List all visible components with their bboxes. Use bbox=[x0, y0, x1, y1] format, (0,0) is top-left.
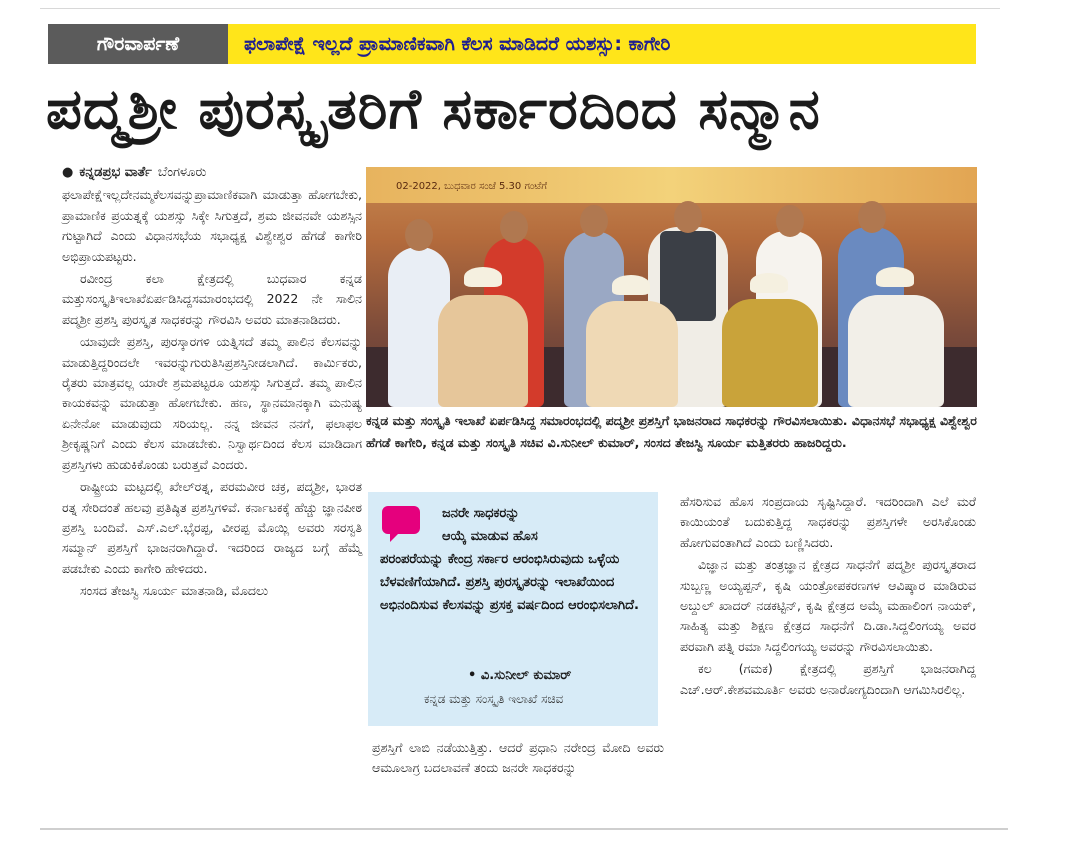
photo-caption: ಕನ್ನಡ ಮತ್ತು ಸಂಸ್ಕೃತಿ ಇಲಾಖೆ ಏರ್ಪಡಿಸಿದ್ದ ಸಮಾರಂಭದಲ್ಲಿ ಪದ್ಮಶ್ರೀ ಪ್ರಶಸ್ತಿಗೆ ಭಾಜನರಾದ ಸಾಧಕರನ್ನು ಗೌರವಿಸಲಾಯಿತು. ವಿಧಾನಸಭೆ ಸಭಾಧ್ಯಕ್ಷ ವಿಶ್ವೇಶ್ವರ ಹೆಗಡೆ ಕಾಗೇರಿ, ಕನ್ನಡ ಮತ್ತು ಸಂಸ್ಕೃತಿ ಸಚಿವ ವಿ.ಸುನೀಲ್ ಕುಮಾರ್, ಸಂಸದ ತೇಜಸ್ವಿ ಸೂರ್ಯ ಮತ್ತಿತರರು ಹಾಜರಿದ್ದರು. bbox=[366, 413, 977, 450]
section-kicker: ಗೌರವಾರ್ಪಣೆ bbox=[48, 24, 228, 64]
vest bbox=[660, 231, 716, 321]
paragraph: ಹೆಸರಿಸುವ ಹೊಸ ಸಂಪ್ರದಾಯ ಸೃಷ್ಟಿಸಿದ್ದಾರೆ. ಇದರಿಂದಾಗಿ ಎಲೆ ಮರೆ ಕಾಯಿಯಂತೆ ಬದುಕುತ್ತಿದ್ದ ಸಾಧಕರನ್ನು ಪ್ರಶಸ್ತಿಗಳೇ ಅರಸಿಕೊಂಡು ಹೋಗುವಂತಾಗಿದೆ ಎಂದು ಬಣ್ಣಿಸಿದರು. bbox=[680, 494, 976, 550]
quote-line: ಜನರೇ ಸಾಧಕರನ್ನು bbox=[442, 506, 520, 521]
article-column-right bbox=[680, 492, 976, 702]
paragraph: ವಿಜ್ಞಾನ ಮತ್ತು ತಂತ್ರಜ್ಞಾನ ಕ್ಷೇತ್ರದ ಸಾಧನೆಗೆ ಪದ್ಮಶ್ರೀ ಪುರಸ್ಕೃತರಾದ ಸುಬ್ಬಣ್ಣ ಅಯ್ಯಪ್ಪನ್, ಕೃಷಿ ಯಂತ್ರೋಪಕರಣಗಳ ಆವಿಷ್ಕಾರ ಮಾಡಿರುವ ಅಬ್ದುಲ್ ಖಾದರ್ ನಡಕಟ್ಟಿನ್, ಕೃಷಿ ಕ್ಷೇತ್ರದ ಅಮೈ ಮಹಾಲಿಂಗ ನಾಯಕ್, ಸಾಹಿತ್ಯ ಮತ್ತು ಶಿಕ್ಷಣ ಕ್ಷೇತ್ರದ ಸಾಧನೆಗೆ ದಿ.ಡಾ.ಸಿದ್ದಲಿಂಗಯ್ಯ ಅವರ ಪರವಾಗಿ ಪತ್ನಿ ರಮಾ ಸಿದ್ದಲಿಂಗಯ್ಯ ಅವರನ್ನು ಗೌರವಿಸಲಾಯಿತು. bbox=[680, 557, 976, 654]
article-column-middle bbox=[372, 738, 664, 781]
article-column-left bbox=[62, 163, 362, 604]
person-head bbox=[858, 201, 886, 233]
paragraph: ಸಂಸದ ತೇಜಸ್ವಿ ಸೂರ್ಯ ಮಾತನಾಡಿ, ಮೊದಲು bbox=[80, 583, 269, 599]
person-head bbox=[674, 201, 702, 233]
quote-line: ಆಯ್ಕೆ ಮಾಡುವ ಹೊಸ bbox=[442, 529, 538, 544]
turban bbox=[750, 273, 788, 293]
byline: ● ಕನ್ನಡಪ್ರಭ ವಾರ್ತೆ ಬೆಂಗಳೂರು bbox=[62, 165, 207, 180]
person-head bbox=[405, 219, 433, 251]
quote-body: ಪರಂಪರೆಯನ್ನು ಕೇಂದ್ರ ಸರ್ಕಾರ ಆರಂಭಿಸಿರುವುದು ಒಳ್ಳೆಯ ಬೆಳವಣಿಗೆಯಾಗಿದೆ. ಪ್ರಶಸ್ತಿ ಪುರಸ್ಕೃತರನ್ನು ಇಲಾಖೆಯಿಂದ ಅಭಿನಂದಿಸುವ ಕೆಲಸವನ್ನು ಪ್ರಸಕ್ತ ವರ್ಷದಿಂದ ಆರಂಭಿಸಲಾಗಿದೆ. bbox=[380, 552, 639, 613]
top-edge-rule bbox=[40, 0, 1000, 9]
paragraph: ರಾಷ್ಟ್ರೀಯ ಮಟ್ಟದಲ್ಲಿ ಖೇಲ್‌ರತ್ನ, ಪರಮವೀರ ಚಕ್ರ, ಪದ್ಮಶ್ರೀ, ಭಾರತ ರತ್ನ ಸೇರಿದಂತೆ ಹಲವು ಪ್ರತಿಷ್ಠಿತ ಪ್ರಶಸ್ತಿಗಳಿವೆ. ಕರ್ನಾಟಕಕ್ಕೆ ಹೆಚ್ಚು ಜ್ಞಾನಪೀಠ ಪ್ರಶಸ್ತಿ ಬಂದಿವೆ. ಎಸ್.ಎಲ್.ಭೈರಪ್ಪ, ವೀರಪ್ಪ ಮೊಯ್ಲಿ ಅವರು ಸರಸ್ವತಿ ಸಮ್ಮಾನ್ ಪ್ರಶಸ್ತಿಗೆ ಭಾಜನರಾಗಿದ್ದಾರೆ. ಇದರಿಂದ ರಾಜ್ಯದ ಬಗ್ಗೆ ಹೆಮ್ಮೆ ಪಡಬೇಕು ಎಂದು ಕಾಗೇರಿ ಹೇಳಿದರು. bbox=[62, 479, 362, 576]
paragraph: ಫಲಾಪೇಕ್ಷೆಇಲ್ಲದೇನಮ್ಮಕೆಲಸವನ್ನುಪ್ರಾಮಾಣಿಕವಾಗಿ ಮಾಡುತ್ತಾ ಹೋಗಬೇಕು, ಪ್ರಾಮಾಣಿಕ ಪ್ರಯತ್ನಕ್ಕೆ ಯಶಸ್ಸು ಸಿಕ್ಕೇ ಸಿಗುತ್ತದೆ, ಶ್ರಮ ಜೀವನವೇ ಯಶಸ್ಸಿನ ಗುಟ್ಟಾಗಿದೆ ಎಂದು ವಿಧಾನಸಭೆಯ ಸಭಾಧ್ಯಕ್ಷ ವಿಶ್ವೇಶ್ವರ ಹೆಗಡೆ ಕಾಗೇರಿ ಅಭಿಪ್ರಾಯಪಟ್ಟರು. bbox=[62, 187, 362, 264]
pull-quote-text bbox=[380, 502, 650, 617]
strapline: ಫಲಾಪೇಕ್ಷೆ ಇಲ್ಲದೆ ಪ್ರಾಮಾಣಿಕವಾಗಿ ಕೆಲಸ ಮಾಡಿದರೆ ಯಶಸ್ಸು: ಕಾಗೇರಿ bbox=[228, 24, 976, 64]
byline-place: ಬೆಂಗಳೂರು bbox=[157, 165, 207, 180]
stage-banner-text: 02-2022, ಬುಧವಾರ ಸಂಜೆ 5.30 ಗಂಟೆಗೆ bbox=[396, 181, 548, 192]
paragraph: ಯಾವುದೇ ಪ್ರಶಸ್ತಿ, ಪುರಸ್ಕಾರಗಳಿ ಯತ್ನಿಸದೆ ತಮ್ಮ ಪಾಲಿನ ಕೆಲಸವನ್ನು ಮಾಡುತ್ತಿದ್ದರಿಂದಲೇ ಇವರನ್ನುಗುರುತಿಸಿಪ್ರಶಸ್ತಿನೀಡಲಾಗಿದೆ. ಕಾರ್ಮಿಕರು, ರೈತರು ಮಾತ್ರವಲ್ಲ ಯಾರೇ ಶ್ರಮಪಟ್ಟರೂ ಯಶಸ್ಸು ಸಿಗುತ್ತದೆ. ತಮ್ಮ ಪಾಲಿನ ಕಾಯಕವನ್ನು ಮಾಡುತ್ತಾ ಹೋಗಬೇಕು. ಹಣ, ಸ್ಥಾನಮಾನಕ್ಕಾಗಿ ಮನುಷ್ಯ ಏನೇನೋ ಮಾಡುವುದು ಸರಿಯಲ್ಲ. ನನ್ನ ಜೀವನ ನನಗೆ, ಫಲಾಫಲ ಶ್ರೀಕೃಷ್ಣನಿಗೆ ಎಂದು ಕೆಲಸ ಮಾಡಬೇಕು. ನಿಸ್ವಾರ್ಥದಿಂದ ಕೆಲಸ ಮಾಡಿದಾಗ ಪ್ರಶಸ್ತಿಗಳು ಹುಡುಕಿಕೊಂಡು ಬರುತ್ತವೆ ಎಂದರು. bbox=[62, 334, 362, 472]
pull-quote-box bbox=[368, 492, 658, 726]
seated-awardee bbox=[722, 299, 818, 407]
event-photo bbox=[366, 167, 977, 407]
seated-awardee bbox=[586, 301, 678, 407]
person-head bbox=[580, 205, 608, 237]
quote-author: • ವಿ.ಸುನೀಲ್ ಕುಮಾರ್ bbox=[468, 668, 572, 683]
person-head bbox=[500, 211, 528, 243]
turban bbox=[876, 267, 914, 287]
person-head bbox=[776, 205, 804, 237]
paragraph: ರವೀಂದ್ರ ಕಲಾ ಕ್ಷೇತ್ರದಲ್ಲಿ ಬುಧವಾರ ಕನ್ನಡ ಮತ್ತುಸಂಸ್ಕೃತಿಇಲಾಖೆಏರ್ಪಡಿಸಿದ್ದಸಮಾರಂಭದಲ್ಲಿ 2022 ನೇ ಸಾಲಿನ ಪದ್ಮಶ್ರೀ ಪ್ರಶಸ್ತಿ ಪುರಸ್ಕೃತ ಸಾಧಕರನ್ನು ಗೌರವಿಸಿ ಅವರು ಮಾತನಾಡಿದರು. bbox=[62, 271, 362, 327]
turban bbox=[464, 267, 502, 287]
turban bbox=[612, 275, 650, 295]
seated-awardee bbox=[438, 295, 528, 407]
quote-author-role: ಕನ್ನಡ ಮತ್ತು ಸಂಸ್ಕೃತಿ ಇಲಾಖೆ ಸಚಿವ bbox=[424, 692, 564, 706]
paragraph: ಕಲ (ಗಮಕ) ಕ್ಷೇತ್ರದಲ್ಲಿ ಪ್ರಶಸ್ತಿಗೆ ಭಾಜನರಾಗಿದ್ದ ಎಚ್.ಆರ್.ಕೇಶವಮೂರ್ತಿ ಅವರು ಅನಾರೋಗ್ಯದಿಂದಾಗಿ ಆಗಮಿಸಿರಲಿಲ್ಲ. bbox=[680, 661, 976, 697]
paragraph: ಪ್ರಶಸ್ತಿಗೆ ಲಾಬಿ ನಡೆಯುತ್ತಿತ್ತು. ಆದರೆ ಪ್ರಧಾನಿ ನರೇಂದ್ರ ಮೋದಿ ಅವರು ಆಮೂಲಾಗ್ರ ಬದಲಾವಣೆ ತಂದು ಜನರೇ ಸಾಧಕರನ್ನು bbox=[372, 740, 664, 776]
seated-awardee bbox=[848, 295, 944, 407]
headline: ಪದ್ಮಶ್ರೀ ಪುರಸ್ಕೃತರಿಗೆ ಸರ್ಕಾರದಿಂದ ಸನ್ಮಾನ bbox=[46, 77, 821, 142]
byline-source: ಕನ್ನಡಪ್ರಭ ವಾರ್ತೆ bbox=[79, 165, 152, 180]
bottom-rule bbox=[40, 828, 1008, 830]
